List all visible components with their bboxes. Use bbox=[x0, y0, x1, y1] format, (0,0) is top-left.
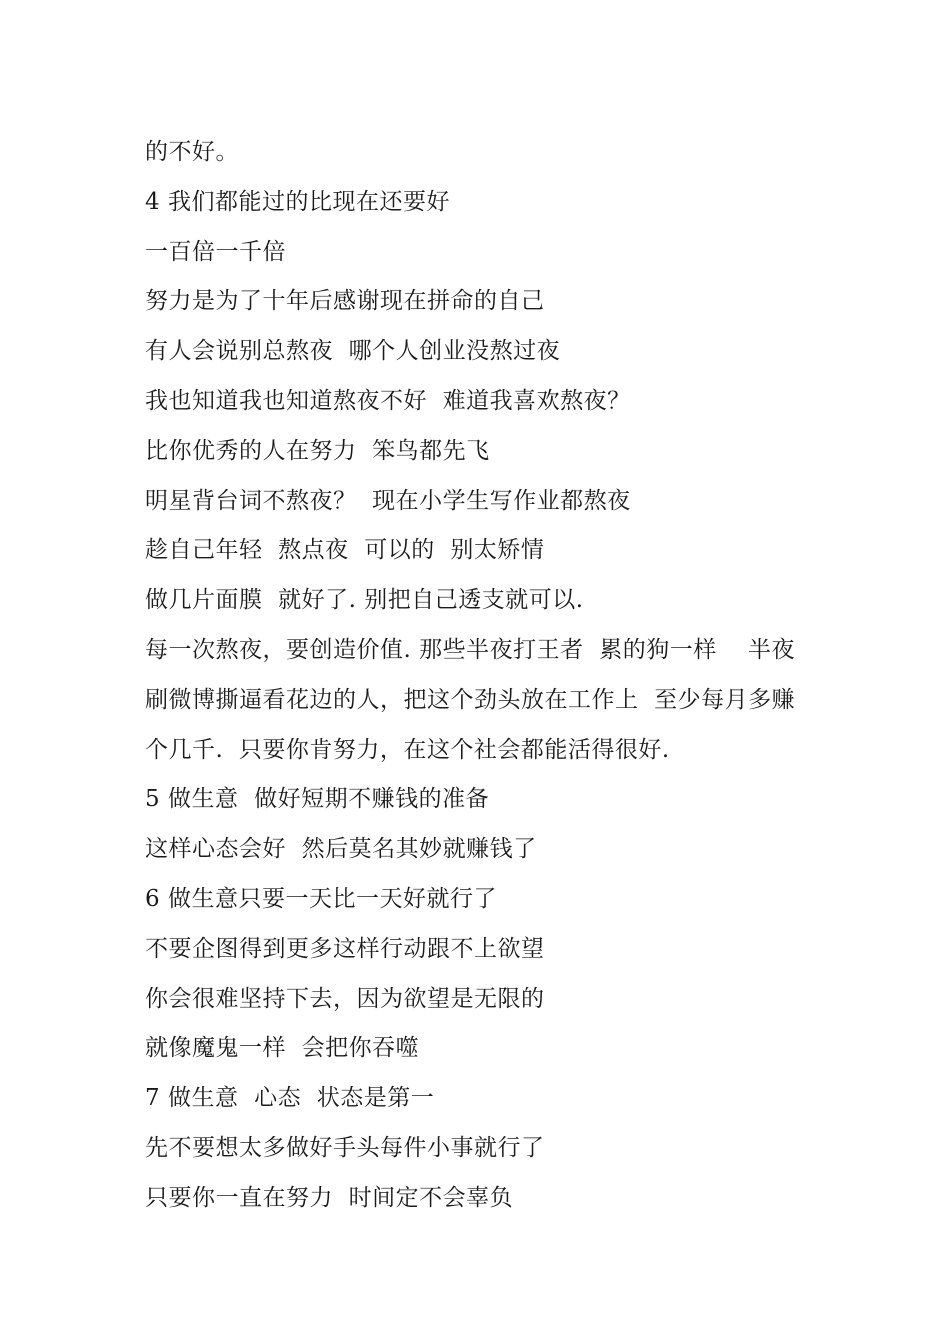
text-line: 刷微博撕逼看花边的人，把这个劲头放在工作上 至少每月多赚 bbox=[145, 686, 796, 713]
text-line: 每一次熬夜，要创造价值. 那些半夜打王者 累的狗一样 半夜 bbox=[145, 636, 795, 663]
text-line: 4 我们都能过的比现在还要好 bbox=[145, 188, 450, 215]
text-line: 你会很难坚持下去，因为欲望是无限的 bbox=[145, 985, 545, 1012]
text-line: 趁自己年轻 熬点夜 可以的 别太矫情 bbox=[145, 537, 545, 564]
text-line: 努力是为了十年后感谢现在拼命的自己 bbox=[145, 288, 545, 315]
text-line: 5 做生意 做好短期不赚钱的准备 bbox=[145, 786, 490, 813]
text-line: 明星背台词不熬夜？ 现在小学生写作业都熬夜 bbox=[145, 487, 631, 514]
text-line: 比你优秀的人在努力 笨鸟都先飞 bbox=[145, 437, 490, 464]
text-line: 做几片面膜 就好了. 别把自己透支就可以. bbox=[145, 587, 584, 614]
text-line: 我也知道我也知道熬夜不好 难道我喜欢熬夜？ bbox=[145, 387, 631, 414]
text-line: 的不好。 bbox=[145, 139, 239, 165]
document-body bbox=[145, 128, 825, 1224]
text-line: 有人会说别总熬夜 哪个人创业没熬过夜 bbox=[145, 338, 561, 365]
text-line: 个几千. 只要你肯努力，在这个社会都能活得很好. bbox=[145, 736, 670, 763]
text-line: 不要企图得到更多这样行动跟不上欲望 bbox=[145, 935, 545, 962]
text-line: 就像魔鬼一样 会把你吞噬 bbox=[145, 1035, 420, 1062]
text-line: 这样心态会好 然后莫名其妙就赚钱了 bbox=[145, 836, 537, 863]
text-line: 7 做生意 心态 状态是第一 bbox=[145, 1085, 435, 1112]
text-line: 一百倍一千倍 bbox=[145, 238, 286, 265]
text-line: 只要你一直在努力 时间定不会辜负 bbox=[145, 1184, 514, 1211]
text-line: 先不要想太多做好手头每件小事就行了 bbox=[145, 1134, 545, 1161]
text-line: 6 做生意只要一天比一天好就行了 bbox=[145, 885, 497, 912]
